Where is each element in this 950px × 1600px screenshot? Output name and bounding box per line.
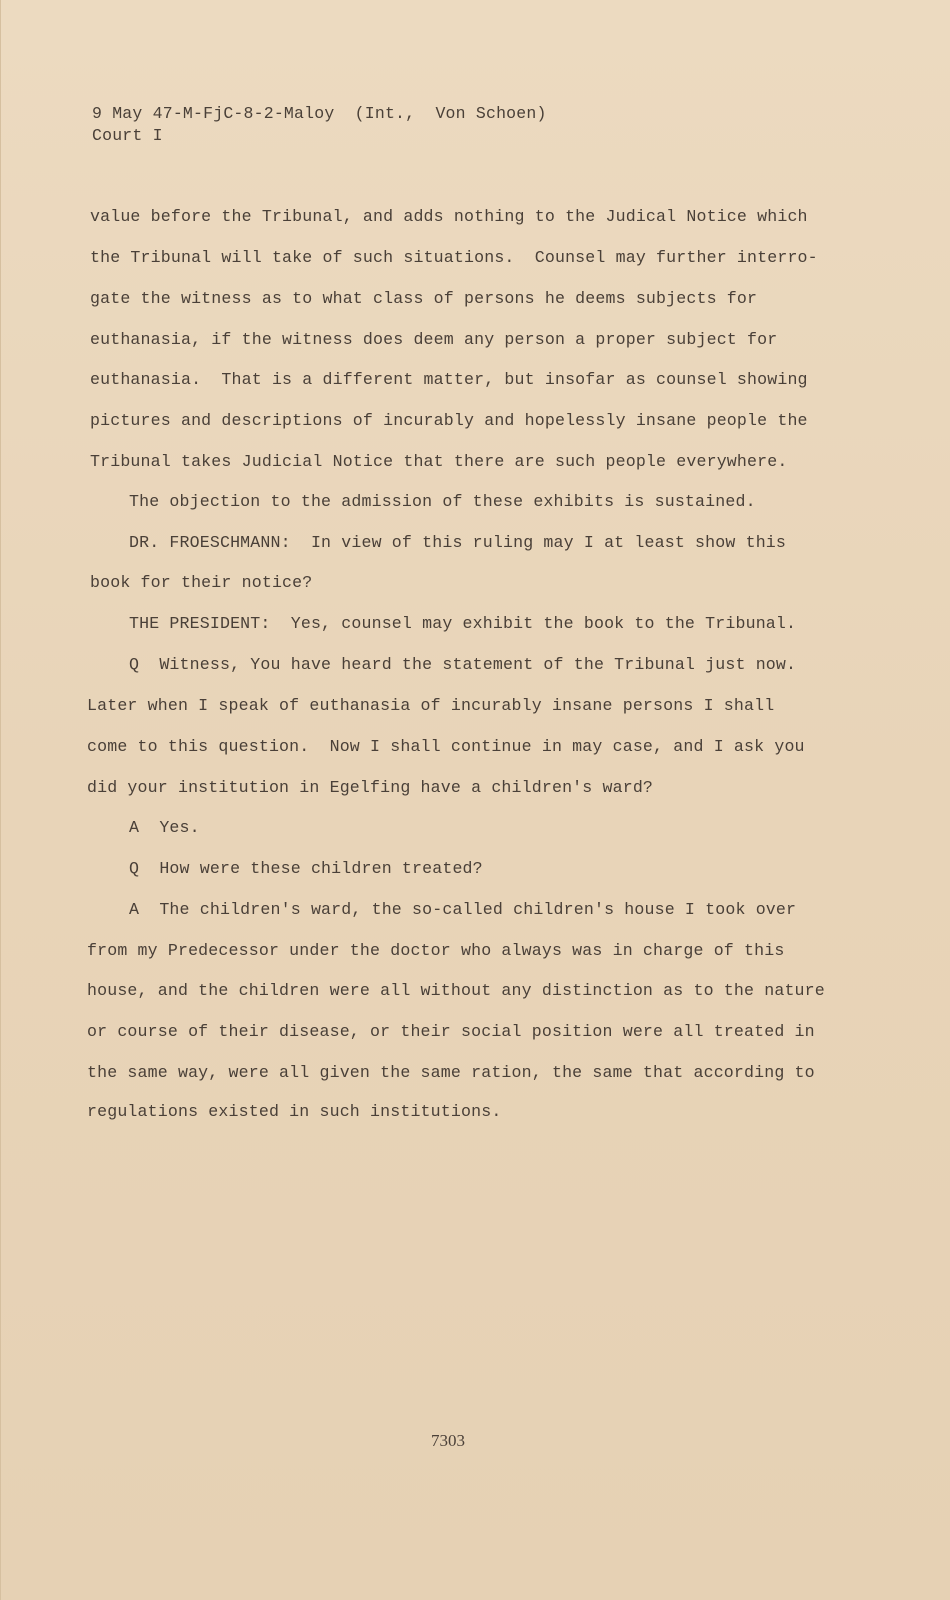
text-line: A The children's ward, the so-called children's house I took over bbox=[129, 900, 797, 919]
text-line: euthanasia. That is a different matter, but insofar as counsel showing bbox=[90, 370, 808, 389]
text-line: THE PRESIDENT: Yes, counsel may exhibit the book to the Tribunal. bbox=[129, 614, 797, 633]
document-header-reference: 9 May 47-M-FjC-8-2-Maloy (Int., Von Schoen) bbox=[92, 104, 547, 123]
text-line: did your institution in Egelfing have a children's ward? bbox=[87, 778, 654, 797]
page-number: 7303 bbox=[431, 1431, 465, 1450]
text-line: from my Predecessor under the doctor who always was in charge of this bbox=[87, 941, 785, 960]
text-line: DR. FROESCHMANN: In view of this ruling may I at least show this bbox=[129, 533, 787, 552]
text-line: pictures and descriptions of incurably and hopelessly insane people the bbox=[90, 411, 808, 430]
text-line: regulations existed in such institutions. bbox=[87, 1102, 502, 1121]
text-line: come to this question. Now I shall continue in may case, and I ask you bbox=[87, 737, 805, 756]
text-line: Q Witness, You have heard the statement of the Tribunal just now. bbox=[129, 655, 797, 674]
text-line: value before the Tribunal, and adds nothing to the Judical Notice which bbox=[90, 207, 808, 226]
text-line: The objection to the admission of these exhibits is sustained. bbox=[129, 492, 756, 511]
text-line: book for their notice? bbox=[90, 573, 313, 592]
text-line: euthanasia, if the witness does deem any person a proper subject for bbox=[90, 330, 778, 349]
text-line: Tribunal takes Judicial Notice that there are such people everywhere. bbox=[90, 452, 788, 471]
text-line: Later when I speak of euthanasia of incurably insane persons I shall bbox=[87, 696, 775, 715]
document-header-court: Court I bbox=[92, 126, 163, 145]
text-line: A Yes. bbox=[129, 818, 200, 837]
text-line: the Tribunal will take of such situations. Counsel may further interro- bbox=[90, 248, 818, 267]
text-line: gate the witness as to what class of persons he deems subjects for bbox=[90, 289, 758, 308]
text-line: the same way, were all given the same ration, the same that according to bbox=[87, 1063, 815, 1082]
text-line: Q How were these children treated? bbox=[129, 859, 483, 878]
text-line: house, and the children were all without any distinction as to the nature bbox=[87, 981, 825, 1000]
text-line: or course of their disease, or their social position were all treated in bbox=[87, 1022, 815, 1041]
